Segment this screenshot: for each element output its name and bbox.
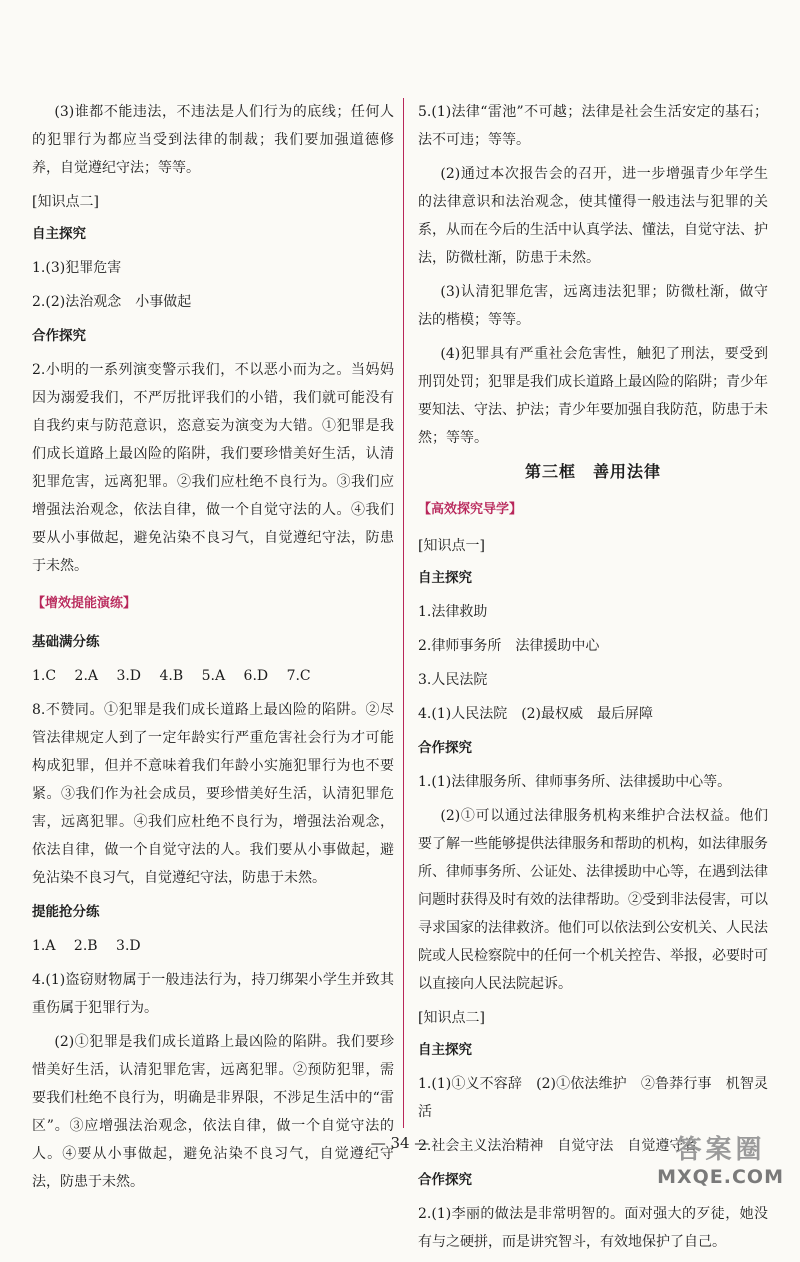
watermark-logo: 答案圈	[675, 1135, 766, 1165]
choice-answer: 1.C	[32, 668, 57, 684]
choice-answers	[32, 662, 394, 690]
section-heading: 自主探究	[418, 1042, 472, 1058]
left-column	[32, 98, 394, 1202]
choice-answer: 2.A	[74, 668, 98, 684]
answer-paragraph: (2)①可以通过法律服务机构来维护合法权益。他们要了解一些能够提供法律服务和帮助的机构，如法律服务所、律师事务所、公证处、法律援助中心等，在遇到法律问题时获得及时有效的法律帮助。②受到非法侵害，可以寻求国家的法律救济。他们可以依法到公安机关、人民法院或人民检察院中的任何一个机关控告、举报，必要时可以直接向人民法院起诉。	[418, 808, 768, 992]
section-heading: 提能抢分练	[32, 904, 100, 920]
answer-line: 2.社会主义法治精神 自觉守法 自觉遵守者	[418, 1138, 698, 1154]
answer-paragraph: (3)认清犯罪危害，远离违法犯罪；防微杜渐，做守法的楷模；等等。	[418, 284, 768, 328]
answer-paragraph: (2)通过本次报告会的召开，进一步增强青少年学生的法律意识和法治观念，使其懂得一般违法与犯罪的关系，从而在今后的生活中认真学法、懂法，自觉守法、护法，防微杜渐，防患于未然。	[418, 166, 768, 266]
answer-paragraph: (2)①犯罪是我们成长道路上最凶险的陷阱。我们要珍惜美好生活，认清犯罪危害，远离犯罪。②预防犯罪，需要我们杜绝不良行为，明确是非界限，不涉足生活中的“雷区”。③应增强法治观念，依法自律，做一个自觉守法的人。④要从小事做起，避免沾染不良习气，自觉遵纪守法，防患于未然。	[32, 1034, 394, 1190]
section-heading: 合作探究	[418, 1172, 472, 1188]
answer-paragraph: 2.小明的一系列演变警示我们，不以恶小而为之。当妈妈因为溺爱我们，不严厉批评我们的小错，我们就可能没有自我约束与防范意识，恣意妄为演变为大错。①犯罪是我们成长道路上最凶险的陷阱，我们要珍惜美好生活，认清犯罪危害，远离犯罪。②我们应杜绝不良行为。③我们应增强法治观念，依法自律，做一个自觉守法的人。④我们要从小事做起，避免沾染不良习气，自觉遵纪守法，防患于未然。	[32, 362, 394, 574]
section-heading: 合作探究	[32, 328, 86, 344]
choice-answer: 4.B	[159, 668, 184, 684]
answer-line: 1.(1)法律服务所、律师事务所、法律援助中心等。	[418, 774, 732, 790]
lesson-title: 第三框 善用法律	[524, 462, 661, 481]
answer-paragraph: 4.(1)盗窃财物属于一般违法行为，持刀绑架小学生并致其重伤属于犯罪行为。	[32, 972, 394, 1016]
choice-answer: 2.B	[73, 938, 98, 954]
answer-line: 1.(1)①义不容辞 (2)①依法维护 ②鲁莽行事 机智灵活	[418, 1076, 768, 1120]
choice-answers	[32, 932, 394, 960]
answer-paragraph: 8.不赞同。①犯罪是我们成长道路上最凶险的陷阱。②尽管法律规定人到了一定年龄实行严重危害社会行为才可能构成犯罪，但并不意味着我们年龄小实施犯罪行为也不要紧。③我们作为社会成员，要珍惜美好生活，认清犯罪危害，远离犯罪。④我们应杜绝不良行为，增强法治观念，依法自律，做一个自觉守法的人。我们要从小事做起，避免沾染不良习气，自觉遵纪守法，防患于未然。	[32, 702, 394, 886]
answer-line: 4.(1)人民法院 (2)最权威 最后屏障	[418, 706, 654, 722]
section-tag: 【增效提能演练】	[32, 596, 137, 611]
knowledge-point-label: [知识点一]	[418, 538, 485, 554]
answer-line: 2.律师事务所 法律援助中心	[418, 638, 600, 654]
section-heading: 自主探究	[32, 226, 86, 242]
choice-answer: 3.D	[116, 668, 142, 684]
section-tag: 【高效探究导学】	[418, 502, 523, 517]
answer-line: 1.(3)犯罪危害	[32, 260, 122, 276]
answer-paragraph: (4)犯罪具有严重社会危害性，触犯了刑法，要受到刑罚处罚；犯罪是我们成长道路上最凶险的陷阱；青少年要知法、守法、护法；青少年要加强自我防范，防患于未然；等等。	[418, 346, 768, 446]
answer-paragraph: 5.(1)法律“雷池”不可越；法律是社会生活安定的基石；法不可违；等等。	[418, 104, 768, 148]
section-heading: 基础满分练	[32, 634, 100, 650]
answer-paragraph: (3)谁都不能违法，不违法是人们行为的底线；任何人的犯罪行为都应当受到法律的制裁；我们要加强道德修养，自觉遵纪守法；等等。	[32, 104, 394, 176]
choice-answer: 6.D	[243, 668, 269, 684]
knowledge-point-label: [知识点二]	[32, 194, 99, 210]
choice-answer: 7.C	[286, 668, 311, 684]
answer-paragraph: 2.(1)李丽的做法是非常明智的。面对强大的歹徒，她没有与之硬拼，而是讲究智斗，有效地保护了自己。	[418, 1206, 768, 1250]
right-column	[418, 98, 768, 1262]
watermark-url: MXQE.COM	[657, 1166, 784, 1188]
answer-line: 3.人民法院	[418, 672, 488, 688]
section-heading: 合作探究	[418, 740, 472, 756]
answer-line: 2.(2)法治观念 小事做起	[32, 294, 192, 310]
page-number: — 34 —	[370, 1134, 430, 1152]
knowledge-point-label: [知识点二]	[418, 1010, 485, 1026]
watermark	[657, 1129, 784, 1188]
answer-line: 1.法律救助	[418, 604, 488, 620]
section-heading: 自主探究	[418, 570, 472, 586]
choice-answer: 5.A	[201, 668, 226, 684]
column-divider	[403, 98, 404, 1128]
choice-answer: 3.D	[116, 938, 141, 954]
choice-answer: 1.A	[32, 938, 56, 954]
